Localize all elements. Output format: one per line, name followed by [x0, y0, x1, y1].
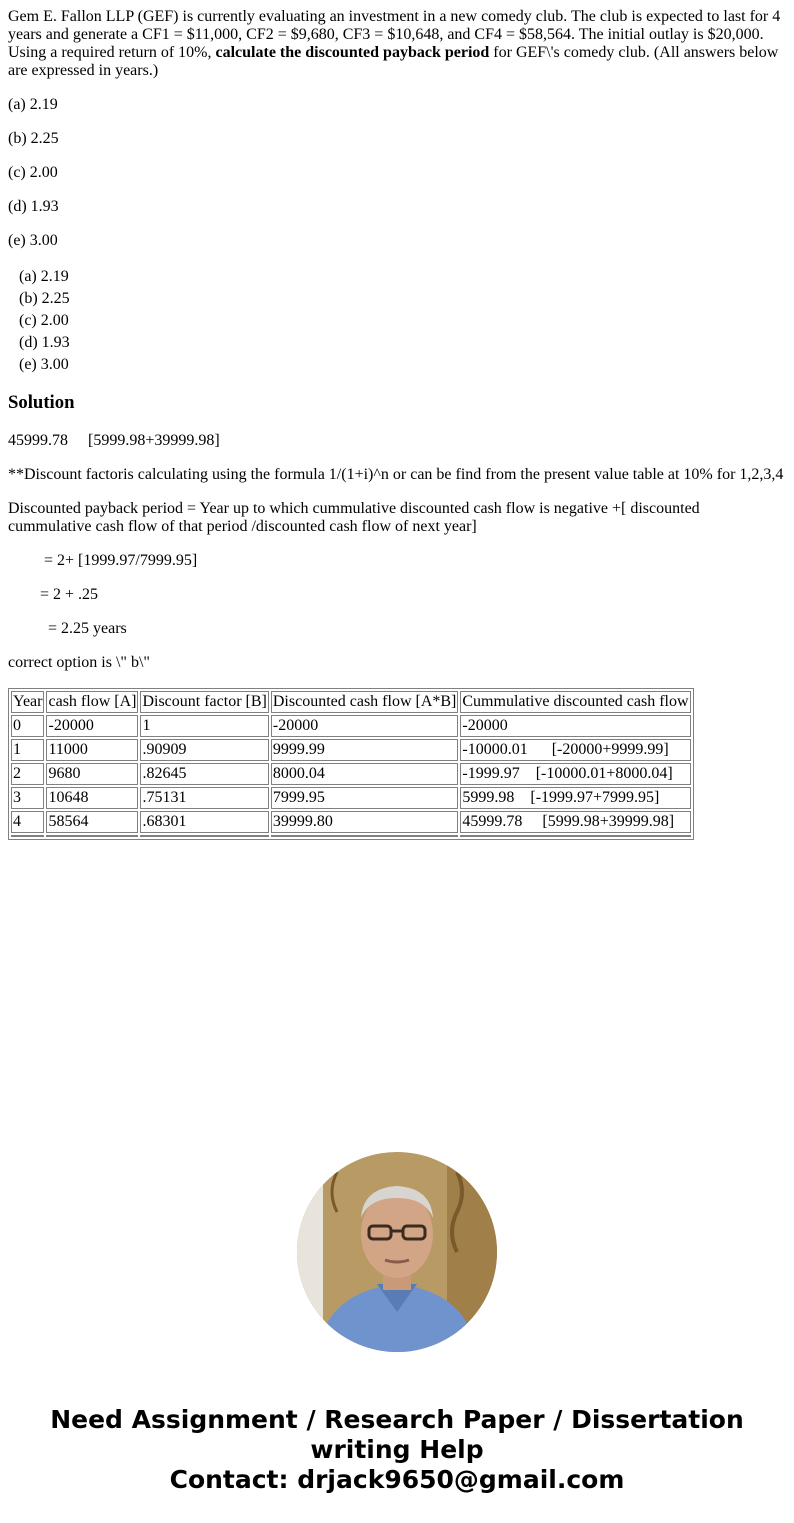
table-cell: .82645	[140, 763, 268, 785]
table-row	[11, 739, 691, 761]
table-cell: 11000	[46, 739, 138, 761]
table-cell: .75131	[140, 787, 268, 809]
table-row	[11, 787, 691, 809]
table-cell: 45999.78 [5999.98+39999.98]	[460, 811, 690, 833]
table-cell: 58564	[46, 811, 138, 833]
table-cell: -20000	[46, 715, 138, 737]
header-cell: Discounted cash flow [A*B]	[271, 691, 459, 713]
table-cell: 8000.04	[271, 763, 459, 785]
table-cell: 2	[11, 763, 44, 785]
table-cell: -20000	[460, 715, 690, 737]
table-cell: 5999.98 [-1999.97+7999.95]	[460, 787, 690, 809]
option-paragraph-b: (b) 2.25	[8, 130, 59, 147]
table-cell: 1	[11, 739, 44, 761]
table-row	[11, 763, 691, 785]
table-row	[11, 715, 691, 737]
option-paragraph-e: (e) 3.00	[8, 232, 58, 249]
table-cell: 9999.99	[271, 739, 459, 761]
contact-footer	[0, 1405, 794, 1495]
option-item-e: (e) 3.00	[19, 356, 69, 373]
table-header-row	[11, 691, 691, 713]
discount-table	[8, 688, 694, 840]
document	[8, 8, 786, 840]
table-cell: -10000.01 [-20000+9999.99]	[460, 739, 690, 761]
table-cell: 10648	[46, 787, 138, 809]
table-cell: -20000	[271, 715, 459, 737]
header-cell: Year	[11, 691, 44, 713]
solution-line-2: **Discount factoris calculating using the formula 1/(1+i)^n or can be find from the present value table at 10% for 1,2,3,4	[8, 466, 784, 483]
table-cell: 9680	[46, 763, 138, 785]
header-cell: cash flow [A]	[46, 691, 138, 713]
table-cell: 4	[11, 811, 44, 833]
table-row-empty	[11, 835, 691, 837]
calc-step-3: = 2.25 years	[48, 620, 127, 637]
table-row	[11, 811, 691, 833]
solution-line-1: 45999.78 [5999.98+39999.98]	[8, 432, 220, 449]
question-text: Gem E. Fallon LLP (GEF) is currently evaluating an investment in a new comedy club. The club is expected to last for 4 years and generate a CF1 = $11,000, CF2 = $9,680, CF3 = $10,648, and CF4 = $58,564. The initial outlay is $20,000. Using a required return of 10%, calculate the discounted payback period for GEF\'s comedy club. (All answers below are expressed in years.)	[8, 8, 781, 79]
table-cell: 39999.80	[271, 811, 459, 833]
table-cell: -1999.97 [-10000.01+8000.04]	[460, 763, 690, 785]
option-item-c: (c) 2.00	[19, 312, 69, 329]
option-item-a: (a) 2.19	[19, 268, 69, 285]
solution-line-3: Discounted payback period = Year up to which cummulative discounted cash flow is negative +[ discounted cummulative cash flow of that period /discounted cash flow of next year]	[8, 500, 700, 535]
option-paragraph-a: (a) 2.19	[8, 96, 58, 113]
header-cell: Cummulative discounted cash flow	[460, 691, 690, 713]
question-emphasis: calculate the discounted payback period	[215, 44, 490, 61]
calc-step-1: = 2+ [1999.97/7999.95]	[44, 552, 198, 569]
table-cell: 0	[11, 715, 44, 737]
table-cell: 1	[140, 715, 268, 737]
option-item-d: (d) 1.93	[19, 334, 70, 351]
footer-line-1: Need Assignment / Research Paper / Dissertation	[50, 1405, 744, 1434]
table-cell: .90909	[140, 739, 268, 761]
options-list	[8, 266, 786, 376]
author-avatar	[297, 1152, 497, 1352]
option-paragraph-c: (c) 2.00	[8, 164, 58, 181]
table-cell: .68301	[140, 811, 268, 833]
table-cell: 3	[11, 787, 44, 809]
footer-contact-email: Contact: drjack9650@gmail.com	[169, 1465, 625, 1494]
footer-line-2: writing Help	[310, 1435, 484, 1464]
header-cell: Discount factor [B]	[140, 691, 268, 713]
solution-heading: Solution	[8, 392, 75, 413]
calc-step-2: = 2 + .25	[40, 586, 99, 603]
conclusion: correct option is \" b\"	[8, 654, 150, 671]
person-photo-icon	[297, 1152, 497, 1352]
table-cell: 7999.95	[271, 787, 459, 809]
option-item-b: (b) 2.25	[19, 290, 70, 307]
option-paragraph-d: (d) 1.93	[8, 198, 59, 215]
